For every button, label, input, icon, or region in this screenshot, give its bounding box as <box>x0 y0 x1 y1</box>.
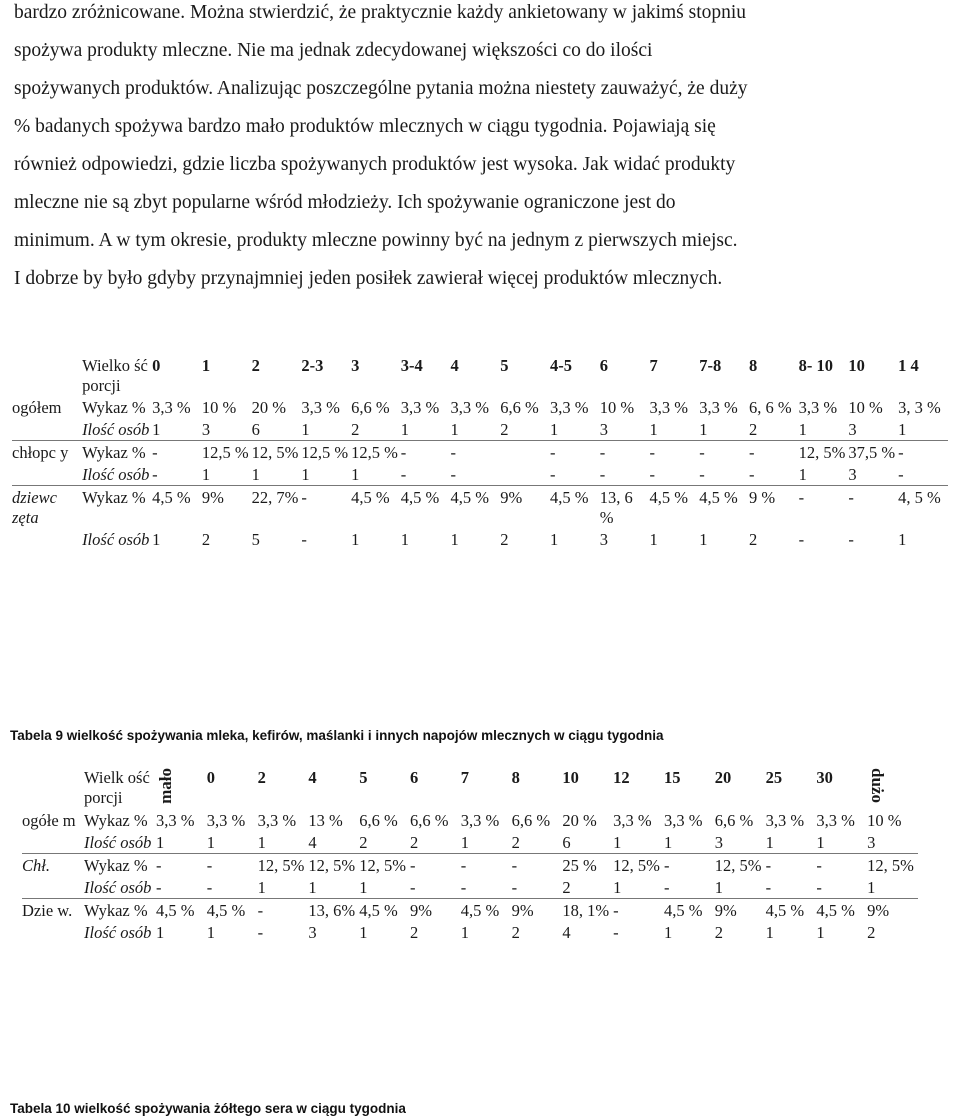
header-cell: 7 <box>460 768 470 787</box>
table-cell: - <box>206 877 213 897</box>
table-cell: 4,5 % <box>766 898 817 921</box>
table-cell: 9% <box>867 898 918 921</box>
table-row <box>12 486 948 529</box>
table-row <box>22 831 918 854</box>
table-cell: 6,6 % <box>351 398 390 417</box>
table-cell: 2 <box>409 922 419 942</box>
table-row <box>12 528 948 550</box>
table-cell: 3,3 % <box>156 810 195 830</box>
group-header-cell <box>22 766 84 809</box>
table-cell: 1 <box>816 922 825 942</box>
row-label: Wykaz % <box>82 398 146 417</box>
table-cell: - <box>898 465 904 484</box>
table-cell: - <box>749 441 799 464</box>
header-cell: 10 <box>848 356 865 375</box>
table-header-row <box>12 354 948 396</box>
table-cell: - <box>152 441 202 464</box>
table-cell: 6,6 % <box>511 810 551 830</box>
table-cell: 6 <box>562 832 571 852</box>
table-cell: 6 <box>251 420 260 439</box>
table-cell: 3 <box>848 420 857 439</box>
header-cell: 20 <box>714 768 732 787</box>
table-cell: 12, 5% <box>252 441 302 464</box>
table-cell: - <box>461 853 512 876</box>
paragraph-line: mleczne nie są zbyt popularne wśród młodzieży. Ich spożywanie ograniczone jest do <box>14 192 676 213</box>
table-cell: - <box>699 465 705 484</box>
group-label: ogółe m <box>22 810 76 830</box>
table-cell: 3 <box>714 832 724 852</box>
table-row <box>12 463 948 486</box>
table-cell: - <box>550 465 556 484</box>
table-cell: - <box>748 465 755 484</box>
table-cell: 4,5 % <box>550 486 600 529</box>
header-cell: 2-3 <box>301 356 324 375</box>
table-cell: - <box>258 898 309 921</box>
table-cell: 4,5 % <box>351 486 401 529</box>
header-cell: 3-4 <box>400 356 423 375</box>
group-label: dziewc zęta <box>12 486 82 551</box>
table-cell: 3 <box>867 832 876 852</box>
table-cell: 22, 7% <box>252 486 302 529</box>
table-cell: 4,5 % <box>156 898 207 921</box>
row-label: Ilość osób <box>84 877 152 897</box>
header-cell: 3 <box>351 356 360 375</box>
table-cell: 2 <box>511 922 520 942</box>
table-cell: 1 <box>152 420 161 439</box>
group-header-cell <box>12 354 82 396</box>
table-cell: 3,3 % <box>765 810 805 830</box>
table-10 <box>22 766 918 943</box>
table-cell: 4, 5 % <box>898 486 948 529</box>
table-cell: - <box>301 486 351 529</box>
table-cell: - <box>649 441 699 464</box>
table-cell: 10 % <box>867 810 902 830</box>
table-cell: 4,5 % <box>699 486 749 529</box>
table-cell: 1 <box>450 530 459 549</box>
table-cell <box>500 463 550 486</box>
table-cell: 4 <box>308 832 317 852</box>
table-cell: - <box>512 853 563 876</box>
table-cell: 1 <box>359 877 368 897</box>
table-cell: 1 <box>816 832 825 852</box>
table-cell: 3,3 % <box>257 810 297 830</box>
table-cell: - <box>401 441 451 464</box>
table-cell: - <box>799 486 849 529</box>
table-cell: 1 <box>663 832 673 852</box>
header-cell: 15 <box>663 768 681 787</box>
table-cell: 2 <box>500 420 509 439</box>
table-cell: - <box>613 898 664 921</box>
table-cell: 1 <box>550 530 559 549</box>
table-cell: 1 <box>359 922 368 942</box>
table-cell: 13, 6 % <box>600 486 650 529</box>
table-row <box>22 898 918 921</box>
table-cell: 2 <box>748 530 758 549</box>
table-cell: 20 % <box>251 398 286 417</box>
table-row <box>22 809 918 831</box>
table-cell: 1 <box>714 877 724 897</box>
table-cell: 1 <box>765 832 774 852</box>
table-cell: 1 <box>257 877 266 897</box>
table-cell: 9 % <box>749 486 799 529</box>
table-cell: - <box>207 853 258 876</box>
table-cell: 2 <box>359 832 368 852</box>
table-cell: 1 <box>400 530 410 549</box>
table-cell: 6,6 % <box>714 810 754 830</box>
table-cell: 12, 5% <box>308 853 359 876</box>
table-cell: - <box>301 530 307 549</box>
table-header-row <box>22 766 918 809</box>
table-cell: 3,3 % <box>400 398 440 417</box>
table-cell: 1 <box>308 877 317 897</box>
header-cell: 0 <box>206 768 216 787</box>
table-cell: - <box>613 922 619 942</box>
group-label: Dzie w. <box>22 898 84 943</box>
header-cell: 7-8 <box>699 356 722 375</box>
table-cell: 1 <box>152 530 161 549</box>
table-cell: 1 <box>206 832 216 852</box>
row-label: Wykaz % <box>84 853 156 876</box>
table-row <box>12 418 948 441</box>
table-cell: - <box>699 441 749 464</box>
table-cell: 3,3 % <box>613 810 652 830</box>
table-cell: 1 <box>251 465 260 484</box>
header-cell: 2 <box>251 356 260 375</box>
table-cell: 3 <box>201 420 211 439</box>
paragraph-line: I dobrze by było gdyby przynajmniej jeden posiłek zawierał więcej produktów mlecznych. <box>14 268 723 289</box>
table-cell: 4,5 % <box>816 898 867 921</box>
table-cell: 4,5 % <box>451 486 501 529</box>
table-cell: 4,5 % <box>649 486 699 529</box>
table-10-caption: Tabela 10 wielkość spożywania żółtego sera w ciągu tygodnia <box>10 1101 406 1116</box>
table-cell: 6,6 % <box>409 810 449 830</box>
header-cell: 8 <box>511 768 520 787</box>
table-cell: - <box>460 877 467 897</box>
table-cell: - <box>898 441 948 464</box>
table-cell: 37,5 % <box>848 441 898 464</box>
table-cell: - <box>410 853 461 876</box>
table-cell: - <box>511 877 518 897</box>
table-9 <box>12 354 948 550</box>
table-cell: 1 <box>663 922 673 942</box>
table-cell: 9% <box>500 486 550 529</box>
table-cell: - <box>848 486 898 529</box>
table-cell: 1 <box>867 877 876 897</box>
table-cell: 2 <box>748 420 758 439</box>
table-cell: 1 <box>351 465 360 484</box>
table-cell: 6, 6 % <box>748 398 792 417</box>
table-cell: 1 <box>201 465 211 484</box>
header-cell: 4 <box>450 356 459 375</box>
table-cell: 20 % <box>562 810 597 830</box>
table-cell: 4,5 % <box>152 486 202 529</box>
table-cell: 1 <box>649 530 658 549</box>
table-row <box>12 441 948 464</box>
table-cell: 1 <box>898 530 907 549</box>
table-cell: 18, 1% <box>562 898 613 921</box>
table-cell: 3,3 % <box>450 398 490 417</box>
row-label: Ilość osób <box>82 465 150 484</box>
table-cell: - <box>600 441 650 464</box>
table-cell: 6,6 % <box>359 810 398 830</box>
paragraph-line: % badanych spożywa bardzo mało produktów mlecznych w ciągu tygodnia. Pojawiają się <box>14 116 716 137</box>
table-cell: 2 <box>201 530 211 549</box>
table-cell: 4,5 % <box>359 898 410 921</box>
table-cell: 1 <box>257 832 266 852</box>
row-label: Ilość osób <box>84 832 152 852</box>
table-cell: 9% <box>715 898 766 921</box>
table-cell: 1 <box>613 832 622 852</box>
table-cell: - <box>156 877 162 897</box>
paragraph-line: również odpowiedzi, gdzie liczba spożywanych produktów jest wysoka. Jak widać produkty <box>14 154 736 175</box>
table-cell: 4,5 % <box>401 486 451 529</box>
table-cell: 1 <box>649 420 658 439</box>
table-row <box>22 853 918 876</box>
header-cell: 7 <box>649 356 658 375</box>
table-cell: 1 <box>206 922 216 942</box>
row-label: Wykaz % <box>82 441 152 464</box>
header-cell: 8 <box>748 356 758 375</box>
table-cell: 1 <box>699 420 708 439</box>
table-cell: 1 <box>301 465 310 484</box>
table-cell: 1 <box>301 420 310 439</box>
table-cell: - <box>766 853 817 876</box>
header-cell: 8- 10 <box>798 356 834 375</box>
table-cell: 25 % <box>562 853 613 876</box>
table-cell: - <box>550 441 600 464</box>
table-cell: 3 <box>599 420 608 439</box>
table-cell: 3,3 % <box>798 398 838 417</box>
table-cell: 5 <box>251 530 260 549</box>
header-cell: 25 <box>765 768 783 787</box>
table-cell: - <box>156 853 207 876</box>
header-cell-last <box>867 766 918 809</box>
header-cell: 1 <box>201 356 211 375</box>
table-cell: - <box>848 530 854 549</box>
header-cell: 4 <box>308 768 317 787</box>
table-cell: - <box>409 877 416 897</box>
table-cell: 6,6 % <box>500 398 539 417</box>
table-cell: - <box>816 853 867 876</box>
table-cell: 1 <box>460 832 470 852</box>
table-cell: 10 % <box>848 398 883 417</box>
table-cell: 3,3 % <box>699 398 738 417</box>
paragraph-line: spożywa produkty mleczne. Nie ma jednak zdecydowanej większości co do ilości <box>14 40 653 61</box>
table-cell: 3,3 % <box>460 810 500 830</box>
table-cell: - <box>152 465 158 484</box>
row-label: Ilość osób <box>82 530 150 549</box>
header-cell: 4-5 <box>550 356 572 375</box>
table-cell: 1 <box>460 922 470 942</box>
table-cell: 1 <box>613 877 622 897</box>
table-cell: 2 <box>500 530 509 549</box>
table-cell: - <box>798 530 805 549</box>
table-cell: 10 % <box>599 398 635 417</box>
table-cell: 1 <box>798 420 807 439</box>
header-cell: 1 4 <box>898 356 919 375</box>
header-cell: 0 <box>152 356 161 375</box>
table-cell: 1 <box>400 420 410 439</box>
table-cell: 12, 5% <box>799 441 849 464</box>
header-cell: 5 <box>359 768 368 787</box>
table-cell: 12, 5% <box>715 853 766 876</box>
row-label: Wykaz % <box>82 486 152 529</box>
header-cell: 30 <box>816 768 833 787</box>
table-cell: 1 <box>156 922 165 942</box>
table-row <box>22 921 918 943</box>
table-cell: 3,3 % <box>663 810 703 830</box>
table-cell: 2 <box>714 922 724 942</box>
table-cell: 3,3 % <box>649 398 688 417</box>
header-cell: 6 <box>599 356 608 375</box>
row-label: Ilość osób <box>82 420 150 439</box>
group-label: ogółem <box>12 398 62 417</box>
row-label: Wykaz % <box>84 810 148 830</box>
row-label-header: Wielk ość porcji <box>84 768 150 807</box>
table-cell: 1 <box>798 465 807 484</box>
table-cell: - <box>451 441 501 464</box>
header-cell: 12 <box>613 768 630 787</box>
table-cell: - <box>649 465 655 484</box>
table-cell: - <box>765 877 772 897</box>
table-cell: 4,5 % <box>207 898 258 921</box>
table-cell: - <box>664 853 715 876</box>
table-cell: 3 <box>848 465 857 484</box>
table-cell: 1 <box>898 420 907 439</box>
table-cell: - <box>599 465 606 484</box>
table-cell: 2 <box>511 832 520 852</box>
table-row <box>22 876 918 899</box>
table-cell: 12, 5% <box>867 853 918 876</box>
table-cell: 12,5 % <box>351 441 401 464</box>
table-cell: - <box>816 877 822 897</box>
row-label: Wykaz % <box>84 898 156 921</box>
table-cell: - <box>663 877 670 897</box>
header-cell-first <box>156 766 207 809</box>
table-cell: 3,3 % <box>816 810 855 830</box>
table-cell: 2 <box>351 420 360 439</box>
paragraph-line: spożywanych produktów. Analizując poszczególne pytania można niestety zauważyć, że duży <box>14 78 748 99</box>
table-cell: 12, 5% <box>258 853 309 876</box>
header-cell: 2 <box>257 768 266 787</box>
table-9-caption: Tabela 9 wielkość spożywania mleka, kefirów, maślanki i innych napojów mlecznych w ciągu tygodnia <box>10 728 664 743</box>
table-cell: 1 <box>156 832 165 852</box>
table-cell: 4,5 % <box>461 898 512 921</box>
table-cell: 12,5 % <box>202 441 252 464</box>
table-cell: 3,3 % <box>152 398 191 417</box>
table-cell: 1 <box>550 420 559 439</box>
table-cell: 1 <box>699 530 708 549</box>
table-cell: 12,5 % <box>301 441 351 464</box>
table-cell: 3 <box>308 922 317 942</box>
table-cell: 13, 6% <box>308 898 359 921</box>
table-cell: 3,3 % <box>550 398 589 417</box>
table-cell: 2 <box>867 922 876 942</box>
table-row <box>12 396 948 418</box>
table-cell: 2 <box>409 832 419 852</box>
table-cell: 12, 5% <box>613 853 664 876</box>
header-cell: 5 <box>500 356 509 375</box>
table-cell: 1 <box>450 420 459 439</box>
table-cell: 1 <box>351 530 360 549</box>
table-cell: 10 % <box>201 398 237 417</box>
table-cell: - <box>450 465 457 484</box>
table-cell: - <box>400 465 407 484</box>
header-last-label: dużo <box>868 768 888 803</box>
row-label-header: Wielko ść porcji <box>82 356 148 395</box>
group-label: chłopc y <box>12 441 82 486</box>
table-cell: - <box>257 922 264 942</box>
table-cell: 3, 3 % <box>898 398 941 417</box>
table-cell: 9% <box>512 898 563 921</box>
table-cell: 13 % <box>308 810 343 830</box>
body-paragraph <box>14 0 948 304</box>
table-cell: 12, 5% <box>359 853 410 876</box>
table-cell: 3,3 % <box>206 810 246 830</box>
table-cell: 4 <box>562 922 571 942</box>
table-cell: 3,3 % <box>301 398 340 417</box>
table-cell: 9% <box>410 898 461 921</box>
table-cell: 2 <box>562 877 571 897</box>
paragraph-line: minimum. A w tym okresie, produkty mleczne powinny być na jednym z pierwszych miejsc. <box>14 230 738 251</box>
table-cell: 1 <box>765 922 774 942</box>
table-cell <box>500 441 550 464</box>
table-cell: 4,5 % <box>664 898 715 921</box>
header-cell: 10 <box>562 768 579 787</box>
table-cell: 3 <box>599 530 608 549</box>
paragraph-line: bardzo zróżnicowane. Można stwierdzić, że praktycznie każdy ankietowany w jakimś stopniu <box>14 2 747 23</box>
group-label: Chł. <box>22 853 84 898</box>
header-first-label: mało <box>156 768 175 804</box>
table-cell: 9% <box>202 486 252 529</box>
header-cell: 6 <box>409 768 419 787</box>
row-label: Ilość osób <box>84 922 152 942</box>
